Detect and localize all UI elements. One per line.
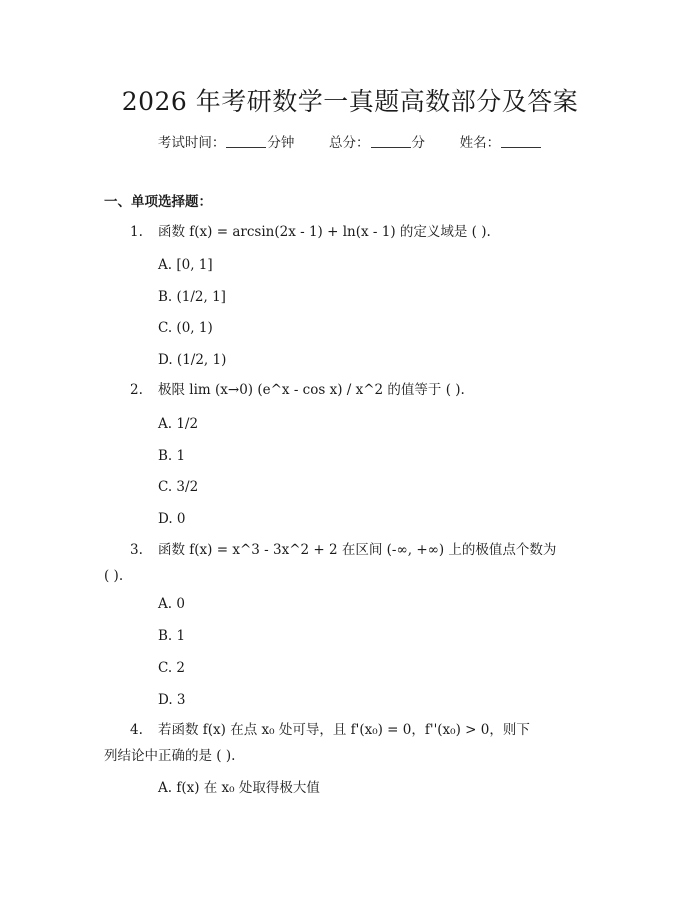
score-unit: 分	[411, 135, 425, 151]
option-a: A. [0, 1]	[158, 257, 213, 273]
option-a: A. f(x) 在 x₀ 处取得极大值	[158, 780, 320, 796]
name-label: 姓名：	[459, 135, 501, 151]
time-label: 考试时间：	[157, 135, 226, 151]
option-c: C. (0, 1)	[158, 320, 213, 336]
option-a: A. 1/2	[158, 416, 199, 432]
score-blank	[371, 135, 411, 148]
question-3	[104, 537, 594, 589]
option-d: D. (1/2, 1)	[158, 352, 227, 368]
question-text-cont: ( ).	[104, 568, 124, 584]
option-b: B. 1	[158, 628, 186, 644]
option-a: A. 0	[158, 596, 185, 612]
question-text: 极限 lim (x→0) (e^x - cos x) / x^2 的值等于 ( ).	[158, 382, 465, 398]
option-c: C. 2	[158, 660, 186, 676]
question-number: 1.	[130, 224, 143, 240]
option-b: B. 1	[158, 448, 186, 464]
option-d: D. 3	[158, 692, 186, 708]
question-text-cont: 列结论中正确的是 ( ).	[104, 748, 236, 764]
exam-meta-line	[0, 131, 700, 151]
time-unit: 分钟	[267, 135, 295, 151]
question-number: 2.	[130, 382, 143, 398]
page-title: 2026 年考研数学一真题高数部分及答案	[121, 87, 579, 116]
time-blank	[226, 135, 266, 148]
question-number: 3.	[130, 542, 143, 558]
question-1	[104, 219, 594, 245]
question-2	[104, 377, 594, 403]
option-b: B. (1/2, 1]	[158, 289, 226, 305]
question-4	[104, 717, 594, 769]
score-label: 总分：	[329, 135, 370, 151]
option-c: C. 3/2	[158, 479, 199, 495]
question-number: 4.	[130, 722, 143, 738]
question-text: 函数 f(x) = arcsin(2x - 1) + ln(x - 1) 的定义域是 ( ).	[158, 224, 491, 240]
option-d: D. 0	[158, 511, 186, 527]
section-heading: 一、单项选择题：	[104, 194, 212, 210]
name-blank	[501, 135, 541, 148]
question-text: 若函数 f(x) 在点 x₀ 处可导，且 f'(x₀) = 0，f''(x₀) > 0，则下	[158, 722, 530, 738]
question-text: 函数 f(x) = x^3 - 3x^2 + 2 在区间 (-∞, +∞) 上的极值点个数为	[158, 542, 557, 558]
